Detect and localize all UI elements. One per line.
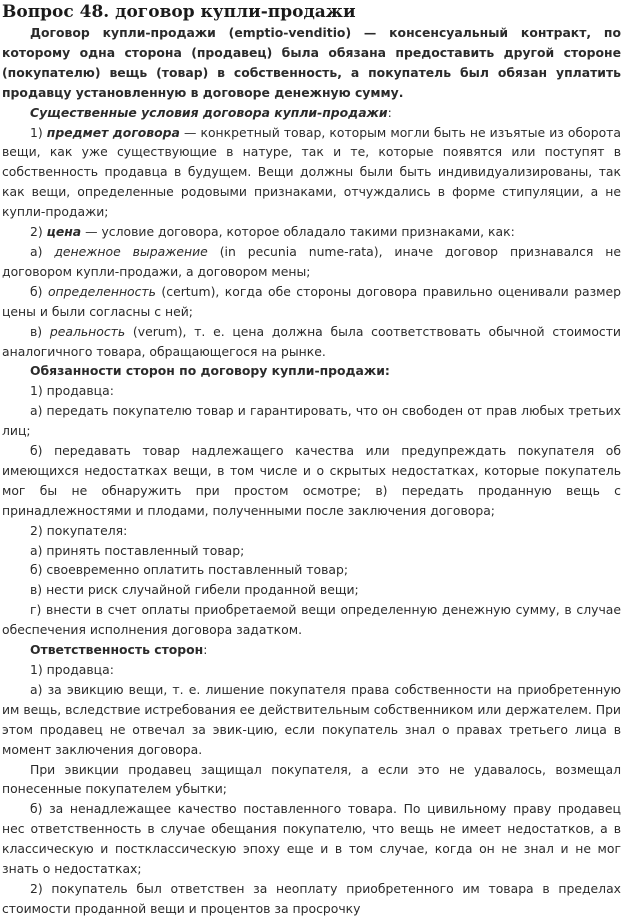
price-a-text: (in pecunia nume-rata), иначе договор признавался не договором купли-продажи, а договором мены; [2,243,621,279]
liability-seller-label: 1) продавца: [30,662,114,677]
price-c-paragraph [2,322,621,362]
duties-buyer-c: в) нести риск случайной гибели проданной вещи; [30,582,359,598]
price-paragraph [2,222,621,242]
liability-eviction-note: При эвикции продавец защищал покупателя, а если это не удавалось, возмещал понесенные покупателем убытки; [2,761,621,797]
subject-text: — конкретный товар, которым могли быть не изъятые из оборота вещи, как уже существующие в натуре, так и те, которые появятся или поступят в собственность продавца в будущем. Вещи должны были быть индивидуализированы, так как вещи, определенные родовыми признаками, отчуждались в форме стипуляции, а не купли-продажи; [2,124,621,220]
essential-heading-tail: : [387,104,392,120]
subject-term: предмет договора [46,124,180,140]
price-b-paragraph [2,282,621,322]
subject-paragraph [2,123,621,223]
duties-buyer-b: б) своевременно оплатить поставленный товар; [30,562,349,578]
price-c-term: реальность [49,323,126,339]
price-c-prefix: в) [30,323,50,339]
liability-seller-b: б) за ненадлежащее качество поставленного товара. По цивильному праву продавец нес ответственность в случае обещания покупателю, что вещь не имеет недостатков, а в классическую и постклассическую эпоху еще и в том случае, когда он не знал и не мог знать о недостатках; [2,801,621,877]
page-title: Вопрос 48. договор купли-продажи [2,2,356,22]
liability-buyer: 2) покупатель был ответствен за неоплату приобретенного им товара в пределах стоимости проданной вещи и процентов за просрочку [2,880,621,916]
price-term: цена [46,224,82,240]
price-b-text: (certum), когда обе стороны договора правильно оценивали размер цены и были согласны с ней; [2,283,621,319]
price-a-paragraph [2,242,621,282]
essential-heading-line [2,103,621,123]
subject-prefix: 1) [30,124,47,140]
liability-heading-line [2,640,621,660]
price-b-term: определенность [47,283,156,299]
document-page [0,2,624,919]
duties-buyer-d: г) внести в счет оплаты приобретаемой вещи определенную денежную сумму, в случае обеспечения исполнения договора задатком. [2,602,621,638]
duties-seller-a: а) передать покупателю товар и гарантировать, что он свободен от прав любых третьих лиц; [2,403,621,439]
liability-heading-tail: : [203,642,208,658]
duties-seller-label: 1) продавца: [30,383,114,399]
duties-heading: Обязанности сторон по договору купли-продажи: [30,363,390,379]
duties-seller-b: б) передавать товар надлежащего качества или предупреждать покупателя об имеющихся недостатках вещи, в том числе и о скрытых недостатках, которые покупатель мог бы не обнаружить при простом осмотре; в) передать проданную вещь с принадлежностями и плодами, полученными после заключения договора; [2,443,621,518]
price-a-prefix: а) [30,243,55,259]
price-b-prefix: б) [30,283,48,299]
duties-buyer-a: а) принять поставленный товар; [30,542,245,558]
price-text: — условие договора, которое обладало такими признаками, как: [81,224,515,240]
duties-buyer-label: 2) покупателя: [30,522,128,538]
price-prefix: 2) [30,224,47,240]
essential-heading: Существенные условия договора купли-продажи [30,104,388,120]
price-c-text: (verum), т. е. цена должна была соответствовать обычной стоимости аналогичного товара, обращающегося на рынке. [2,323,621,359]
liability-seller-a: а) за эвикцию вещи, т. е. лишение покупателя права собственности на приобретенную им вещь, вследствие истребования ее действительным собственником или держателем. При этом продавец не отвечал за эвик-цию, если покупатель знал о правах третьего лица в момент заключения договора. [2,681,621,757]
price-a-term: денежное выражение [54,243,208,259]
intro-paragraph: Договор купли-продажи (emptio-venditio) — консенсуальный контракт, по которому одна сторона (продавец) была обязана предоставить другой стороне (покупателю) вещь (товар) в собственность, а покупатель был обязан уплатить продавцу установленную в договоре денежную сумму. [2,25,621,100]
liability-heading: Ответственность сторон [30,642,204,658]
